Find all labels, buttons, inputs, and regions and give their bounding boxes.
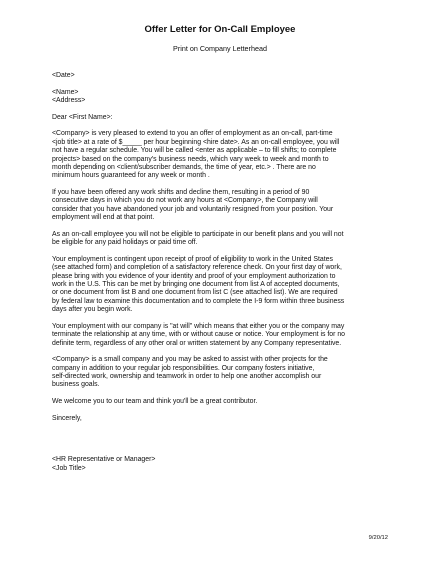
paragraph-line: definite term, regardless of any other oral or written statement by any Company representative. <box>52 339 342 347</box>
address-placeholder: <Address> <box>52 97 86 105</box>
paragraph-line: not have a regular schedule. You will be called <enter as applicable – to fill shifts; to complete <box>52 147 337 155</box>
blank-line <box>52 431 392 439</box>
paragraph-line: month depending on <client/subscriber demands, the time of year, etc.> . There are no <box>52 164 316 172</box>
paragraph-line: If you have been offered any work shifts and decline them, resulting in a period of 90 <box>52 189 310 197</box>
paragraph-decline-shifts <box>52 189 392 223</box>
signer-name-placeholder: <HR Representative or Manager> <box>52 456 156 464</box>
signer-title-placeholder: <Job Title> <box>52 464 86 472</box>
signature-block <box>52 456 392 473</box>
signature-spacer <box>52 431 392 448</box>
paragraph-line: business goals. <box>52 381 100 389</box>
page-title: Offer Letter for On-Call Employee <box>144 24 296 35</box>
salutation-text: Dear <First Name>: <box>52 113 113 121</box>
page-subtitle: Print on Company Letterhead <box>173 44 267 53</box>
paragraph-line: work in the U.S. This can be met by bringing one document from list A of accepted documents, <box>52 281 340 289</box>
salutation <box>52 114 392 122</box>
paragraph-line: projects> based on the company's business needs, which vary week to week and month to <box>52 155 329 163</box>
date-placeholder: <Date> <box>52 72 75 79</box>
blank-line <box>52 80 392 88</box>
paragraph-line: As an on-call employee you will not be eligible to participate in our benefit plans and you will not <box>52 230 344 238</box>
paragraph-line: <Company> is very pleased to extend to you an offer of employment as an on-call, part-time <box>52 130 333 138</box>
paragraph-line: by federal law to examine this documentation and to complete the I-9 form within three business <box>52 297 345 305</box>
paragraph-line: <job title> at a rate of $_____ per hour beginning <hire date>. As an on-call employee, you will <box>52 138 340 146</box>
paragraph-line: be eligible for any paid holidays or paid time off. <box>52 239 198 247</box>
closing-text: Sincerely, <box>52 414 82 422</box>
footer-date: 9/20/12 <box>368 535 388 541</box>
paragraph-line: consecutive days in which you do not work any hours at <Company>, the Company will <box>52 197 318 205</box>
paragraph-eligibility <box>52 256 392 315</box>
blank-line <box>52 440 392 448</box>
paragraph-welcome <box>52 398 392 406</box>
paragraph-line: <Company> is a small company and you may be asked to assist with other projects for the <box>52 356 328 364</box>
paragraph-line: days after you begin work. <box>52 306 133 314</box>
paragraph-line: employment will end at that point. <box>52 214 155 222</box>
closing <box>52 415 392 423</box>
paragraph-line: terminate the relationship at any time, with or without cause or notice. Your employment is for no <box>52 331 346 339</box>
paragraph-line: Your employment is contingent upon receipt of proof of eligibility to work in the United States <box>52 255 333 263</box>
paragraph-at-will <box>52 323 392 348</box>
paragraph-line: self-directed work, ownership and teamwork in order to help one another accomplish our <box>52 373 322 381</box>
address-block <box>52 72 392 106</box>
paragraph-line: Your employment with our company is "at will" which means that either you or the company may <box>52 322 345 330</box>
paragraph-company-culture <box>52 356 392 390</box>
paragraph-line: minimum hours guaranteed for any week or month . <box>52 172 210 180</box>
paragraph-benefits <box>52 231 392 248</box>
letter-body <box>52 72 392 481</box>
paragraph-line: please bring with you evidence of your identity and proof of your employment authorization to <box>52 272 336 280</box>
paragraph-line: We welcome you to our team and think you'll be a great contributor. <box>52 398 258 406</box>
paragraph-offer <box>52 130 392 180</box>
paragraph-line: company in addition to your regular job responsibilities. Our company fosters initiative, <box>52 364 315 372</box>
paragraph-line: consider that you have abandoned your job and voluntarily resigned from your position. Your <box>52 205 334 213</box>
name-placeholder: <Name> <box>52 88 79 96</box>
paragraph-line: (see attached form) and completion of a satisfactory reference check. On your first day of work, <box>52 264 342 272</box>
paragraph-line: or one document from list B and one document from list C (see attached list). We are required <box>52 289 338 297</box>
